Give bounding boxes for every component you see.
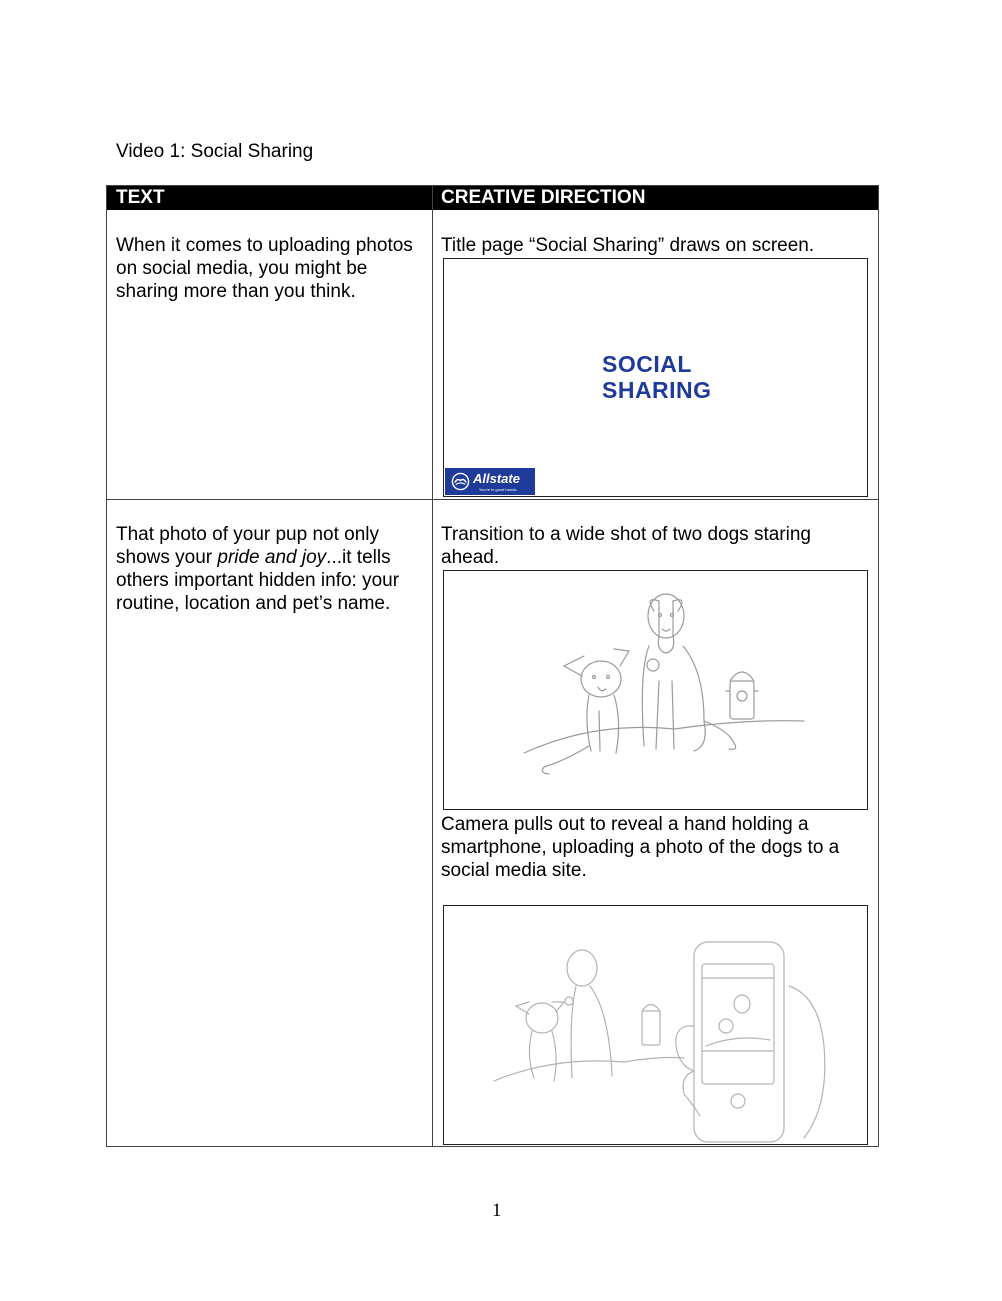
row-divider <box>107 499 878 500</box>
row2-direction: Transition to a wide shot of two dogs staring ahead. <box>441 524 811 568</box>
allstate-logo <box>445 468 535 495</box>
script-table <box>106 185 879 1147</box>
title-card-line1: SOCIAL <box>602 351 692 377</box>
two-dogs-illustration <box>444 571 867 809</box>
table-header <box>107 186 878 210</box>
column-divider <box>432 186 433 1146</box>
title-card-line2: SHARING <box>602 377 712 403</box>
row1-narration: When it comes to uploading photos on social media, you might be sharing more than you think. <box>116 235 413 302</box>
title-card-frame <box>443 258 868 497</box>
header-text: TEXT <box>116 187 165 208</box>
row2-text-emphasis: pride and joy <box>217 547 327 568</box>
good-hands-icon <box>451 472 470 491</box>
header-creative-direction: CREATIVE DIRECTION <box>441 187 646 208</box>
row2-narration <box>116 523 421 615</box>
phone-frame <box>443 905 868 1145</box>
row2-text-before: That photo of your pup not only shows your <box>116 524 380 568</box>
dogs-frame <box>443 570 868 810</box>
allstate-brand: Allstate <box>473 471 520 486</box>
page-title: Video 1: Social Sharing <box>116 141 314 162</box>
page-number: 1 <box>492 1200 502 1221</box>
allstate-tagline: You're in good hands. <box>479 487 518 492</box>
row2-text-after: ...it tells others important hidden info: your routine, location and pet’s name. <box>116 547 400 614</box>
row1-direction: Title page “Social Sharing” draws on screen. <box>441 235 815 256</box>
row2-direction-2: Camera pulls out to reveal a hand holding a smartphone, uploading a photo of the dogs to a social media site. <box>441 814 840 881</box>
title-card-heading <box>602 351 712 403</box>
hand-smartphone-illustration <box>444 906 867 1144</box>
